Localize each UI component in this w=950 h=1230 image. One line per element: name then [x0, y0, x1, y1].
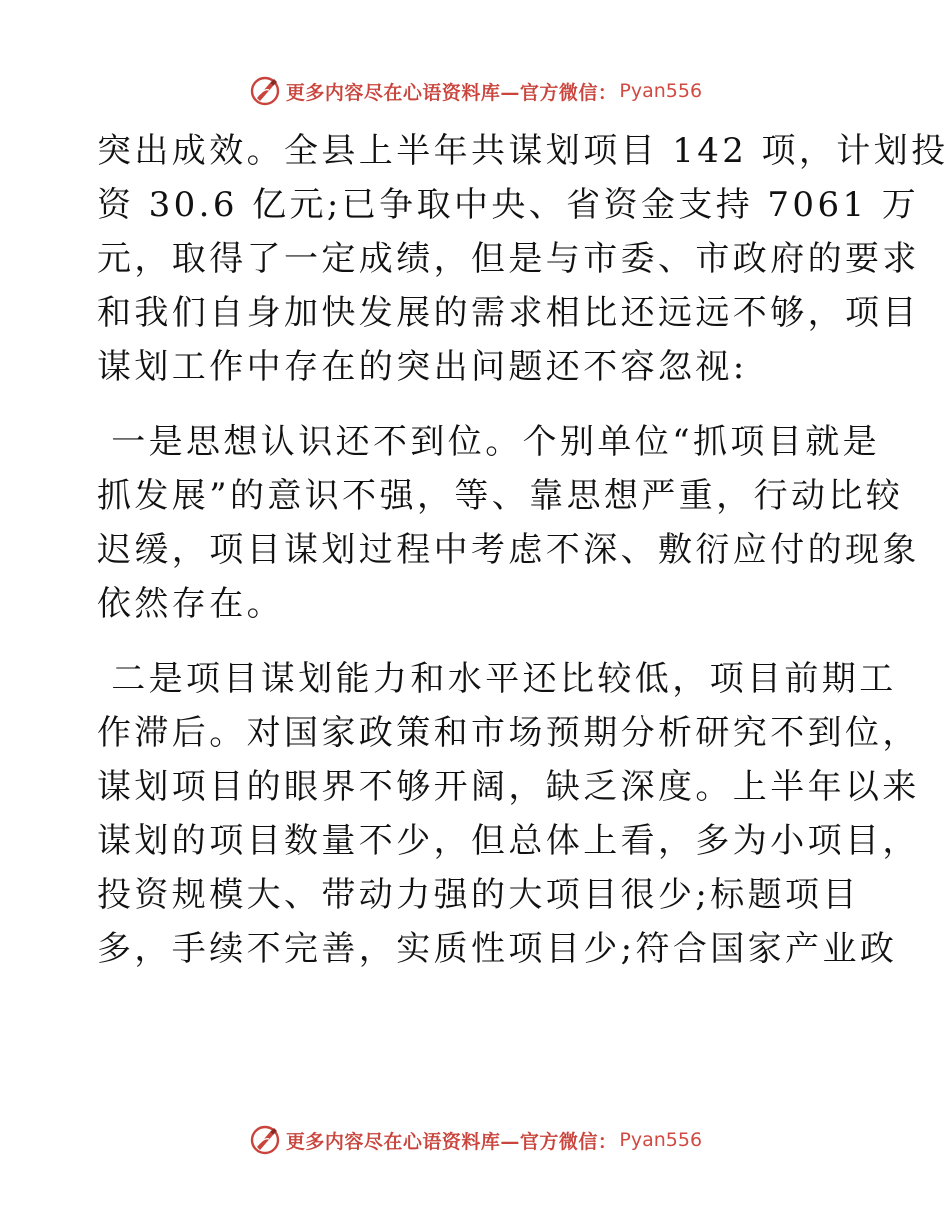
- watermark-wechat-id: Pyan556: [619, 80, 703, 102]
- text-line: 投资规模大、带动力强的大项目很少;标题项目: [97, 875, 860, 915]
- paragraph: [97, 124, 949, 394]
- footer-watermark: [0, 1120, 950, 1160]
- paragraph: [97, 652, 920, 976]
- logo-icon: [248, 1123, 282, 1157]
- text-line: 谋划工作中存在的突出问题还不容忽视:: [97, 347, 748, 387]
- text-line: 作滞后。对国家政策和市场预期分析研究不到位，: [97, 713, 920, 753]
- text-line: 抓发展”的意识不强，等、靠思想严重，行动比较: [97, 476, 904, 516]
- text-line: 多，手续不完善，实质性项目少;符合国家产业政: [97, 929, 898, 969]
- logo-icon: [248, 74, 282, 108]
- text-line: 和我们自身加快发展的需求相比还远远不够，项目: [97, 293, 920, 333]
- text-line: 资 30.6 亿元;已争取中央、省资金支持 7061 万: [97, 185, 920, 225]
- text-line: 谋划项目的眼界不够开阔，缺乏深度。上半年以来: [97, 767, 920, 807]
- text-line: 一是思想认识还不到位。个别单位“抓项目就是: [97, 422, 880, 462]
- text-line: 突出成效。全县上半年共谋划项目 142 项，计划投: [97, 131, 949, 171]
- document-body: [97, 124, 949, 976]
- header-watermark: [0, 71, 950, 111]
- watermark-wechat-id: Pyan556: [619, 1129, 703, 1151]
- text-line: 谋划的项目数量不少，但总体上看，多为小项目，: [97, 821, 920, 861]
- watermark-text: 更多内容尽在心语资料库—官方微信：: [285, 1130, 618, 1153]
- paragraph: [97, 415, 920, 631]
- text-line: 迟缓，项目谋划过程中考虑不深、敷衍应付的现象: [97, 530, 920, 570]
- watermark-text: 更多内容尽在心语资料库—官方微信：: [285, 81, 618, 104]
- text-line: 元，取得了一定成绩，但是与市委、市政府的要求: [97, 239, 920, 279]
- text-line: 依然存在。: [97, 584, 284, 624]
- text-line: 二是项目谋划能力和水平还比较低，项目前期工: [97, 659, 897, 699]
